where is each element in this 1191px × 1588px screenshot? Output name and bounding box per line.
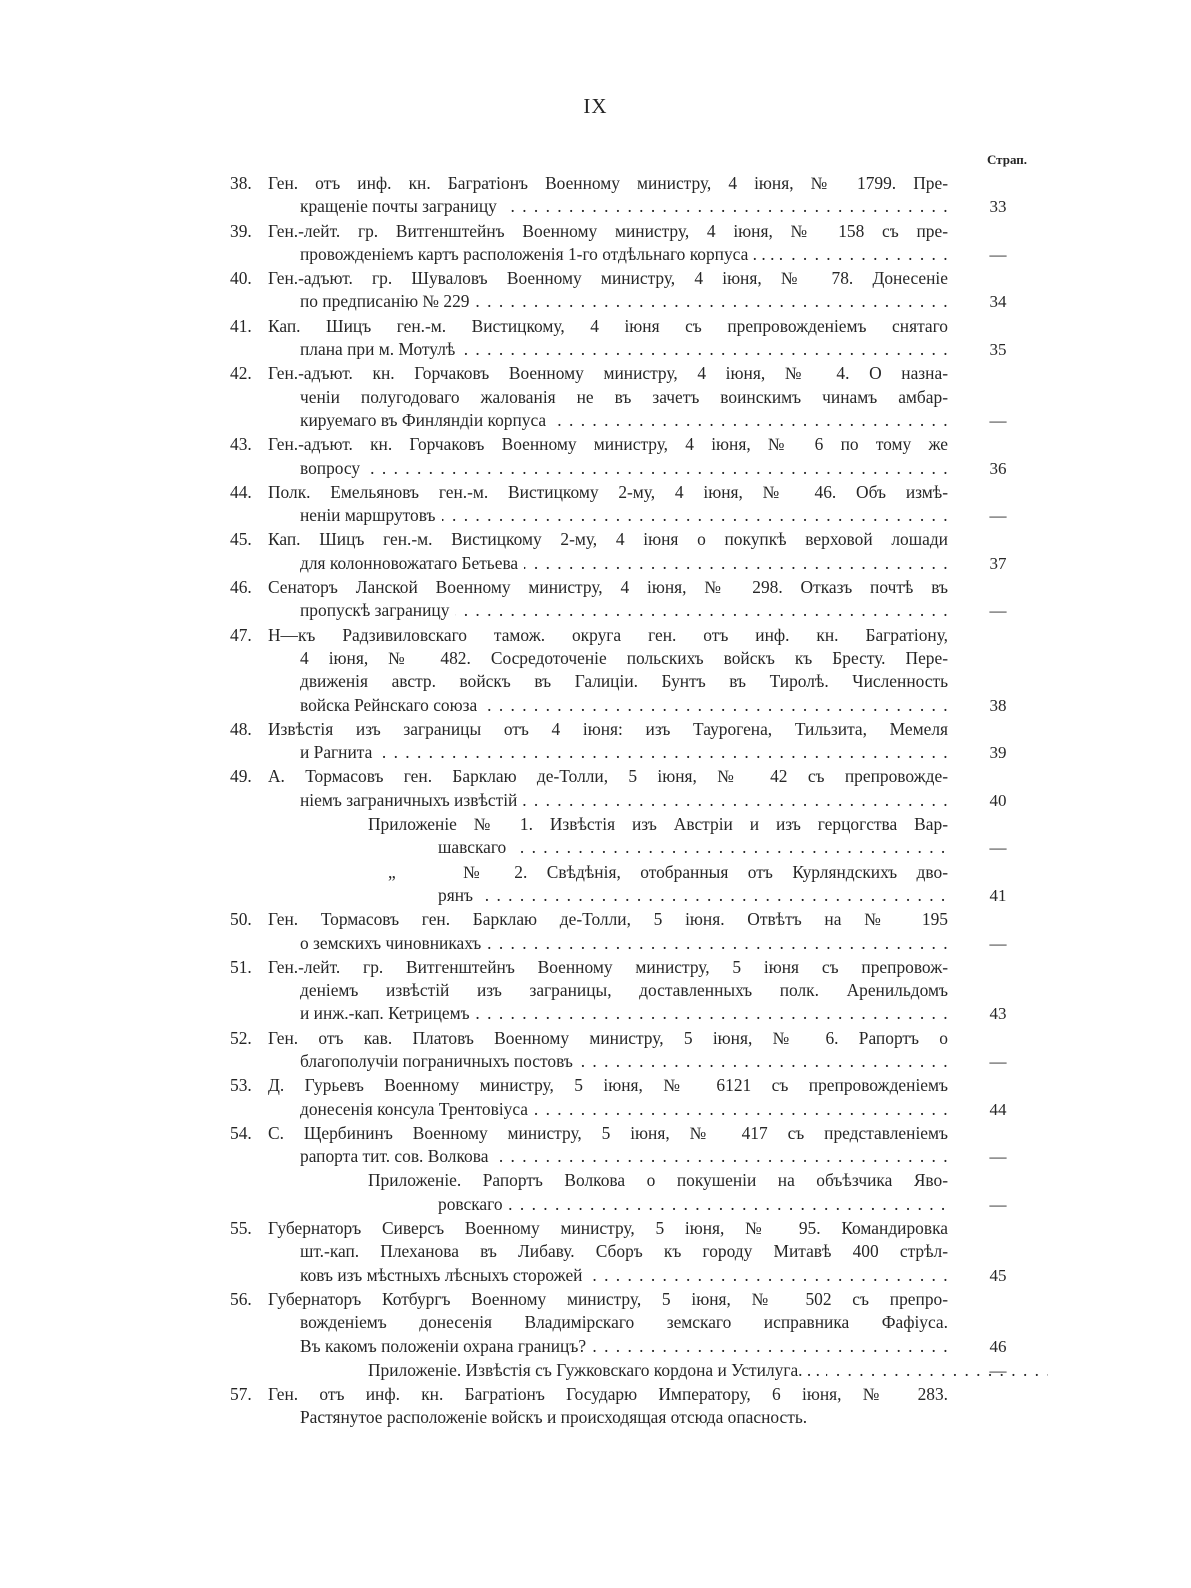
entry-text-line: ровскаго [438, 1194, 509, 1214]
entry-text-line: шавскаго [438, 837, 512, 857]
toc-entry [230, 624, 1032, 717]
entry-text-line: рянъ [438, 885, 479, 905]
entry-text-line: Сенаторъ Ланской Военному министру, 4 іюня, № 298. Отказъ почтѣ въ [268, 577, 948, 598]
page-reference: 37 [989, 553, 1007, 573]
entry-number: 51. [230, 956, 252, 977]
page-reference: — [989, 838, 1007, 858]
entry-text-line: С. Щербининъ Военному министру, 5 іюня, № 417 съ представленіемъ [268, 1122, 948, 1143]
entry-text-line: неніи маршрутовъ [300, 505, 442, 525]
entry-text-line: благополучіи пограничныхъ постовъ [300, 1051, 579, 1071]
toc-entry [230, 1027, 1032, 1074]
entry-number: 42. [230, 363, 252, 384]
entry-text-line: Въ какомъ положеніи охрана границъ? [300, 1336, 592, 1356]
entry-number: 46. [230, 577, 252, 598]
entry-number: 48. [230, 718, 252, 739]
toc-entry [230, 956, 1032, 1026]
page-reference: 34 [989, 292, 1007, 312]
entry-number: 38. [230, 173, 252, 193]
entry-text-line: вожденіемъ донесенія Владимірскаго земскаго исправника Фафіуса. [300, 1312, 948, 1333]
toc-entry [230, 576, 1032, 623]
entry-text-line: по предписанію № 229 [300, 291, 475, 311]
page-column-label: Страп. [986, 152, 1028, 167]
page-reference: — [989, 244, 1007, 264]
page-reference: — [989, 601, 1007, 621]
toc-entry [230, 1074, 1032, 1121]
entry-text-line: Губернаторъ Сиверсъ Военному министру, 5 іюня, № 95. Командировка [268, 1218, 948, 1239]
page-reference: 36 [989, 458, 1007, 478]
entry-number: 55. [230, 1218, 252, 1239]
page-reference: — [989, 1194, 1007, 1214]
page-reference: — [989, 410, 1007, 430]
entry-text-line: 4 іюня, № 482. Сосредоточеніе польскихъ войскъ къ Бресту. Пере- [300, 647, 948, 668]
page-reference: — [989, 506, 1007, 526]
toc-entry [230, 481, 1032, 528]
entry-text-line: Полк. Емельяновъ ген.-м. Вистицкому 2-му, 4 іюня, № 46. Объ измѣ- [268, 481, 948, 502]
toc-entry [230, 220, 1032, 267]
entry-text-line: Кап. Шицъ ген.-м. Вистицкому, 4 іюня съ препровожденіемъ снятаго [268, 315, 948, 336]
entry-number: 40. [230, 268, 252, 289]
toc-entry [230, 1359, 1032, 1382]
page-number: IX [583, 94, 608, 118]
entry-text-line: Губернаторъ Котбургъ Военному министру, 5 іюня, № 502 съ препро- [268, 1288, 948, 1309]
page-reference: 44 [989, 1099, 1007, 1119]
toc-entry [230, 765, 1032, 812]
entry-text-line: ченіи полугодоваго жалованія не въ зачетъ воинскимъ чинамъ амбар- [300, 386, 948, 407]
toc-entry [230, 528, 1032, 575]
entry-text-line: № 2. Свѣдѣнія, отобранныя отъ Курляндскихъ дво- [448, 861, 948, 882]
entry-text-line: Растянутое расположеніе войскъ и происходящая отсюда опасность. [300, 1407, 808, 1428]
toc-entry [230, 267, 1032, 314]
entry-text-line: вопросу [300, 458, 366, 478]
page-reference: — [989, 933, 1007, 953]
entry-number: 41. [230, 315, 252, 336]
entry-text-line: шт.-кап. Плеханова въ Либаву. Сборъ къ городу Митавѣ 400 стрѣл- [300, 1241, 948, 1262]
page-reference: 46 [989, 1336, 1007, 1356]
entry-text-line: войска Рейнскаго союза [300, 695, 483, 715]
entry-text-line: ніемъ заграничныхъ извѣстій [300, 790, 523, 810]
entry-text-line: Приложеніе. Извѣстія съ Гужковскаго кордона и Устилуга. . . [368, 1360, 826, 1380]
entry-text-line: для колонновожатаго Бетьева [300, 553, 524, 573]
entry-text-line: Приложеніе № 1. Извѣстія изъ Австріи и изъ герцогства Вар- [368, 814, 948, 835]
toc-entry [230, 172, 1032, 219]
page-reference: 39 [989, 743, 1007, 763]
page-reference: — [989, 1051, 1007, 1071]
entry-text-line: Ген. отъ кав. Платовъ Военному министру, 5 іюня, № 6. Рапортъ о [268, 1027, 948, 1048]
entry-number: 45. [230, 529, 252, 550]
toc-entry [230, 315, 1032, 362]
toc-entry [230, 861, 1032, 908]
entry-text-line: Кап. Шицъ ген.-м. Вистицкому 2-му, 4 іюня о покупкѣ верховой лошади [268, 529, 948, 550]
page-reference: — [989, 1360, 1007, 1380]
entry-text-line: движенія австр. войскъ въ Галиціи. Бунтъ въ Тиролѣ. Численность [300, 671, 948, 692]
entry-number: 43. [230, 434, 252, 455]
toc-entry [230, 433, 1032, 480]
entry-text-line: Н—къ Радзивиловскаго тамож. округа ген. отъ инф. кн. Багратіону, [268, 624, 948, 645]
page-reference: 43 [989, 1004, 1007, 1024]
page-reference: — [989, 1147, 1007, 1167]
page-reference: 38 [989, 695, 1007, 715]
entry-text-line: А. Тормасовъ ген. Барклаю де-Толли, 5 іюня, № 42 съ препровожде- [268, 766, 948, 787]
entry-text-line: Ген. Тормасовъ ген. Барклаю де-Толли, 5 іюня. Отвѣтъ на № 195 [268, 909, 948, 930]
entry-text-line: Извѣстія изъ заграницы отъ 4 іюня: изъ Таурогена, Тильзита, Мемеля [268, 718, 948, 739]
entry-text-line: и инж.-кап. Кетрицемъ [300, 1003, 476, 1023]
toc-entry [230, 1122, 1032, 1169]
entry-text-line: Ген.-адъют. гр. Шуваловъ Военному министру, 4 іюня, № 78. Донесеніе [268, 268, 948, 289]
entry-text-line: ковъ изъ мѣстныхъ лѣсныхъ сторожей [300, 1265, 589, 1285]
entry-number: 56. [230, 1288, 252, 1309]
toc-entry [230, 1288, 1032, 1358]
page-reference: 35 [989, 340, 1007, 360]
entry-text-line: пропускѣ заграницу [300, 600, 455, 620]
entry-text-line: кируемаго въ Финляндіи корпуса [300, 410, 552, 430]
entry-text-line: и Рагнита [300, 742, 378, 762]
entry-text-line: донесенія консула Трентовіуса [300, 1099, 534, 1119]
entry-text-line: плана при м. Мотулѣ [300, 339, 461, 359]
table-of-contents [230, 172, 1032, 1431]
toc-entry [230, 813, 1032, 860]
toc-entry [230, 718, 1032, 765]
entry-text-line: Д. Гурьевъ Военному министру, 5 іюня, № 6121 съ препровожденіемъ [268, 1075, 948, 1096]
page-reference: 33 [989, 197, 1007, 217]
entry-text-line: Ген. отъ инф. кн. Багратіонъ Государю Императору, 6 іюня, № 283. [268, 1384, 948, 1405]
toc-entry [230, 1169, 1032, 1216]
ditto-mark: „ [388, 861, 396, 882]
entry-text-line: Ген.-адъют. кн. Горчаковъ Военному министру, 4 іюня, № 6 по тому же [268, 434, 948, 455]
entry-number: 53. [230, 1075, 252, 1096]
entry-number: 39. [230, 220, 252, 241]
toc-entry [230, 362, 1032, 432]
entry-text-line: Приложеніе. Рапортъ Волкова о покушеніи на объѣзчика Яво- [368, 1170, 948, 1191]
entry-text-line: деніемъ извѣстій изъ заграницы, доставленныхъ полк. Аренильдомъ [300, 980, 948, 1001]
entry-number: 44. [230, 481, 252, 502]
page-reference: 45 [989, 1265, 1007, 1285]
toc-entry [230, 1217, 1032, 1287]
page-reference: 40 [989, 790, 1007, 810]
entry-text-line: рапорта тит. сов. Волкова [300, 1146, 494, 1166]
toc-entry [230, 1383, 1032, 1430]
entry-text-line: провожденіемъ картъ расположенія 1-го отдѣльнаго корпуса . . . . [300, 244, 789, 264]
entry-number: 57. [230, 1384, 252, 1405]
entry-text-line: Ген.-лейт. гр. Витгенштейнъ Военному министру, 5 іюня съ препровож- [268, 956, 948, 977]
entry-text-line: Ген.-адъют. кн. Горчаковъ Военному министру, 4 іюня, № 4. О назна- [268, 363, 948, 384]
page-reference: 41 [989, 885, 1007, 905]
entry-text-line: кращеніе почты заграницу [300, 196, 503, 216]
entry-number: 52. [230, 1027, 252, 1048]
entry-number: 49. [230, 766, 252, 787]
entry-number: 47. [230, 624, 252, 645]
entry-text-line: о земскихъ чиновникахъ [300, 933, 487, 953]
toc-entry [230, 908, 1032, 955]
entry-number: 54. [230, 1122, 252, 1143]
entry-text-line: Ген. отъ инф. кн. Багратіонъ Военному министру, 4 іюня, № 1799. Пре- [268, 173, 948, 193]
entry-text-line: Ген.-лейт. гр. Витгенштейнъ Военному министру, 4 іюня, № 158 съ пре- [268, 220, 948, 241]
entry-number: 50. [230, 909, 252, 930]
